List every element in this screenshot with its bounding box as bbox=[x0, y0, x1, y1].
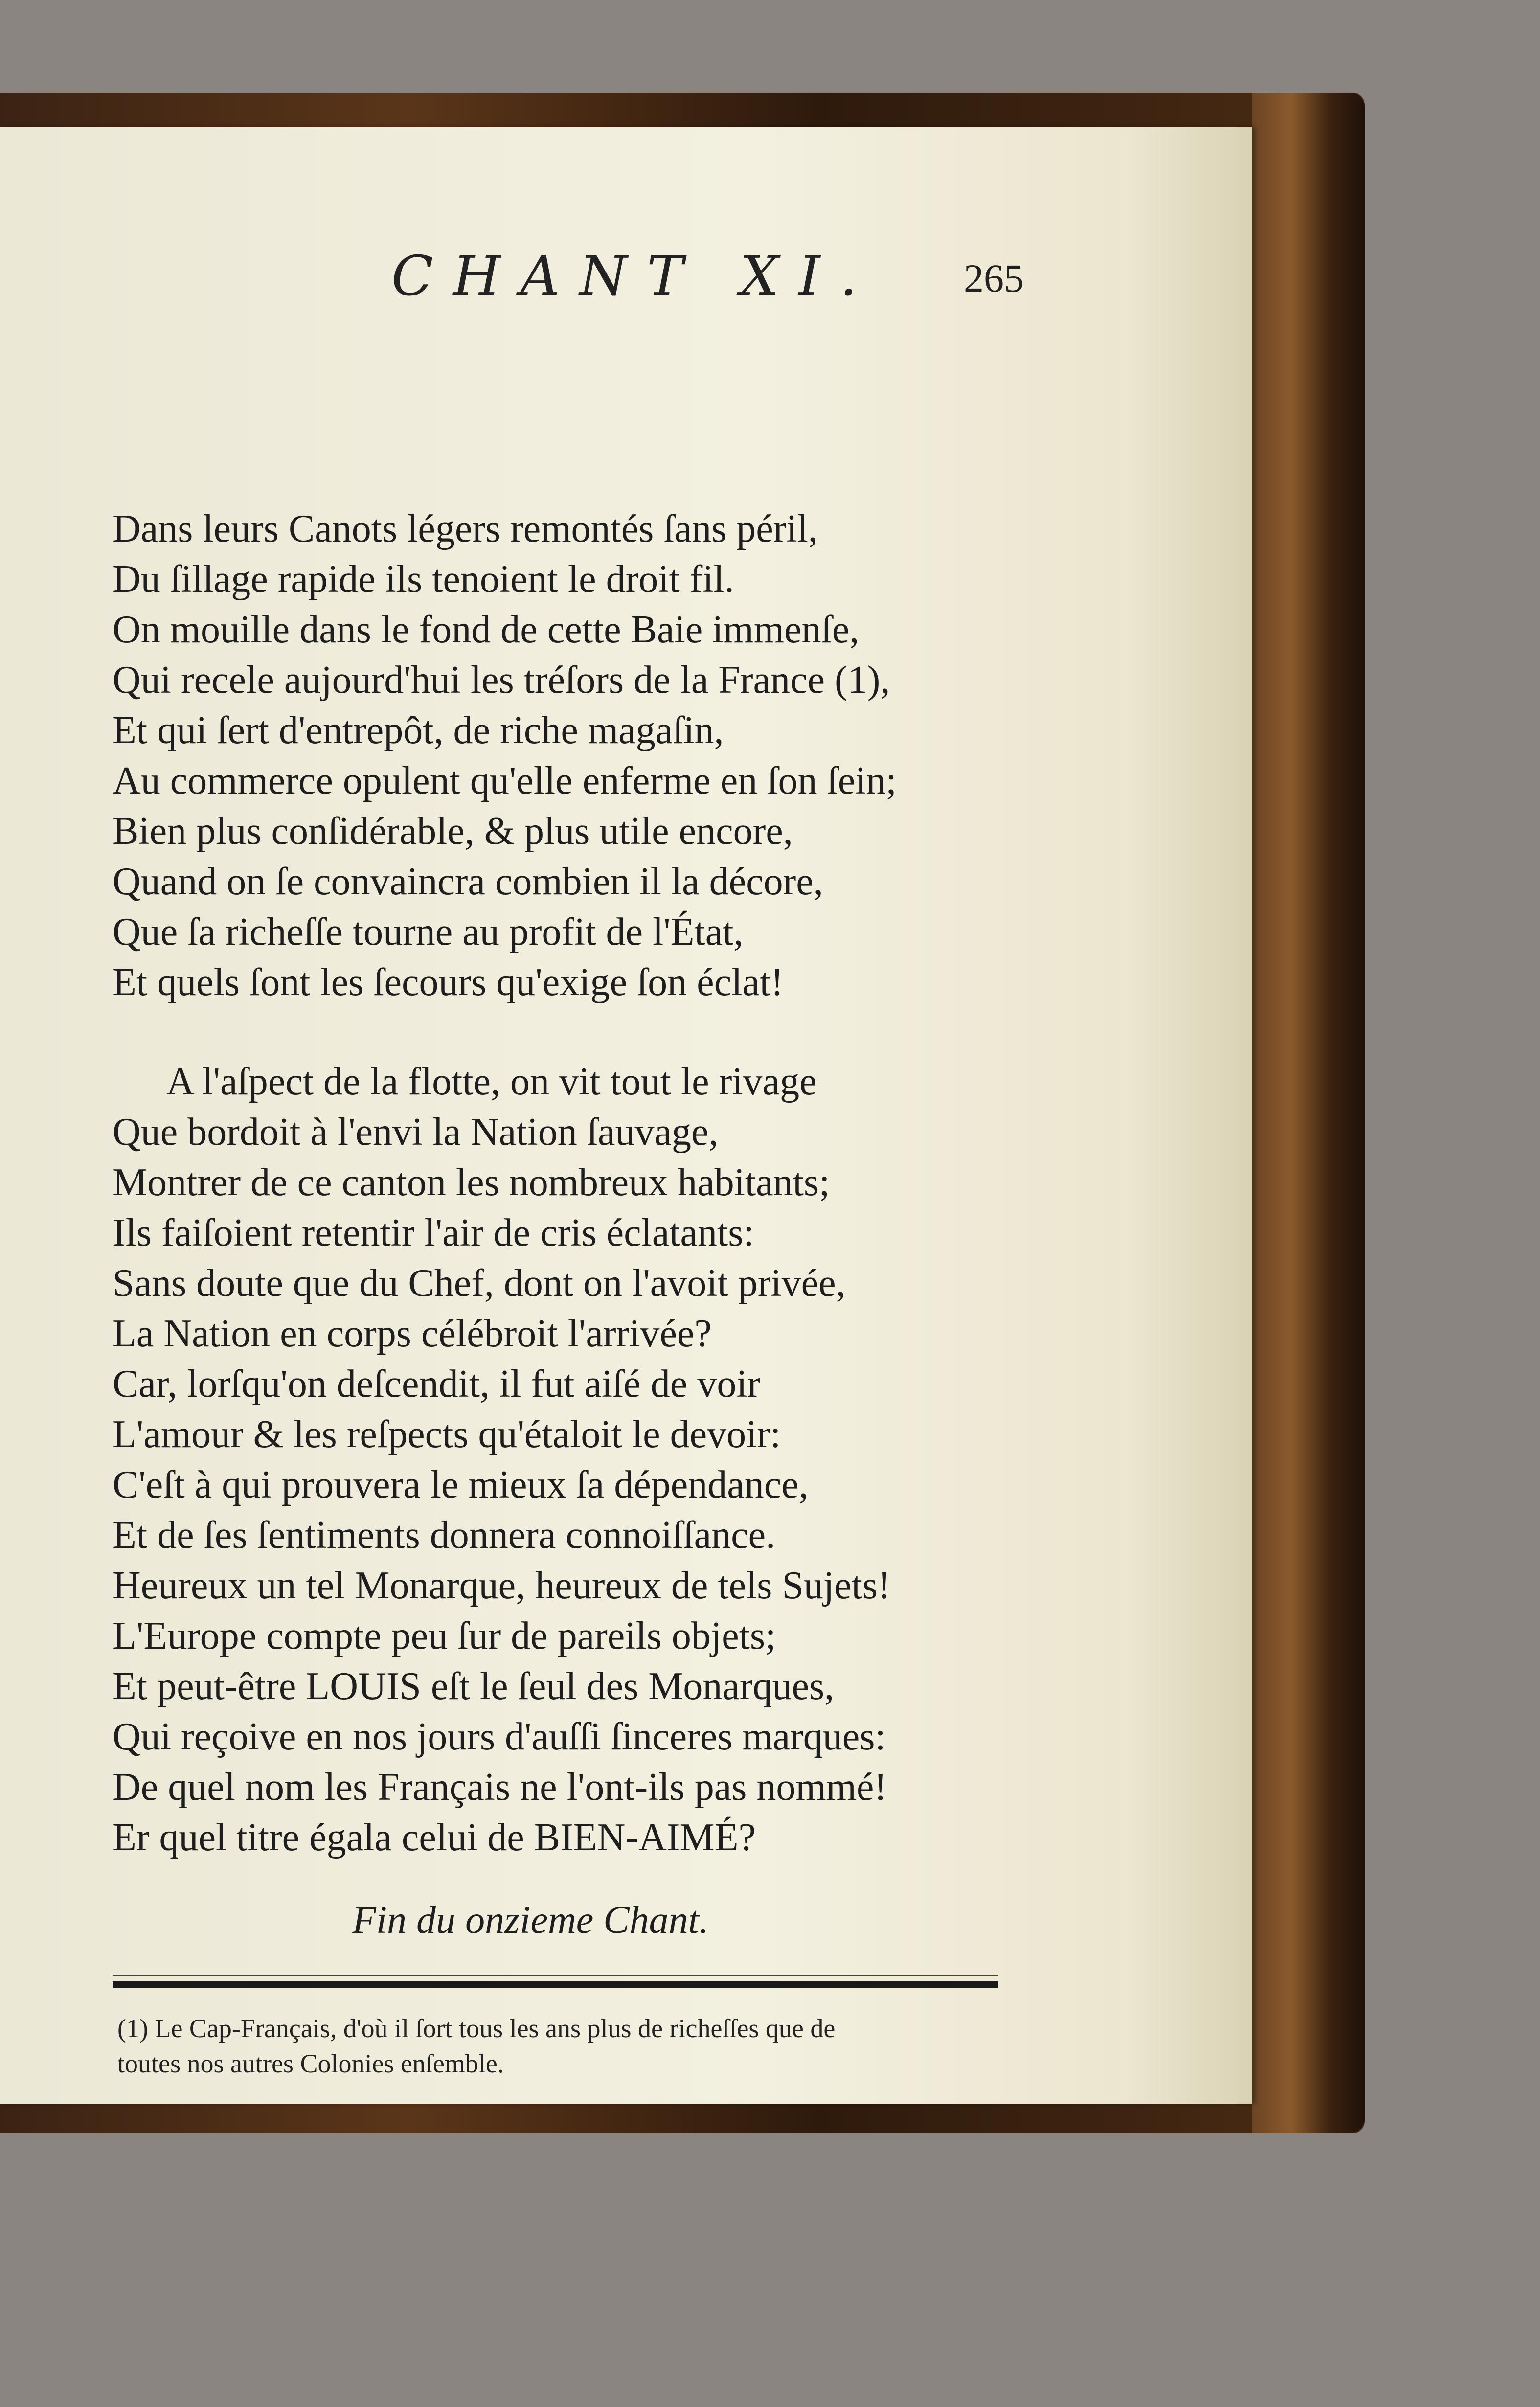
verse-line: De quel nom les Français ne l'ont-ils pas nommé! bbox=[113, 1766, 887, 1809]
stanza-2 bbox=[113, 1057, 1091, 1863]
verse-line: Qui reçoive en nos jours d'auſſi ſinceres marques: bbox=[113, 1715, 886, 1758]
verse-line: Bien plus conſidérable, & plus utile encore, bbox=[113, 810, 793, 853]
verse-line: Que bordoit à l'envi la Nation ſauvage, bbox=[113, 1111, 719, 1154]
verse-line: Dans leurs Canots légers remontés ſans péril, bbox=[113, 507, 818, 550]
verse-line: Et peut-être LOUIS eſt le ſeul des Monarques, bbox=[113, 1665, 835, 1708]
stanza-1 bbox=[113, 504, 1091, 1008]
verse-line: Et quels ſont les ſecours qu'exige ſon éclat! bbox=[113, 961, 784, 1004]
book-fore-edge bbox=[1252, 93, 1365, 2133]
verse-line: Montrer de ce canton les nombreux habitants; bbox=[113, 1161, 830, 1204]
verse-line: C'eſt à qui prouvera le mieux ſa dépendance, bbox=[113, 1463, 809, 1506]
verse-line: Du ſillage rapide ils tenoient le droit fil. bbox=[113, 558, 734, 601]
book-page bbox=[0, 127, 1252, 2104]
verse-line: Au commerce opulent qu'elle enferme en ſon ſein; bbox=[113, 759, 897, 802]
running-title: CHANT XI. bbox=[391, 245, 877, 308]
page-number: 265 bbox=[964, 256, 1024, 300]
footnote-line: toutes nos autres Colonies enſemble. bbox=[117, 2049, 504, 2078]
footnote bbox=[117, 2011, 1008, 2081]
footnote-rule-thin bbox=[113, 1975, 998, 1976]
verse-line: Que ſa richeſſe tourne au profit de l'État, bbox=[113, 910, 744, 954]
verse-line: A l'aſpect de la flotte, on vit tout le rivage bbox=[166, 1060, 817, 1103]
chapter-closing: Fin du onzieme Chant. bbox=[352, 1899, 709, 1942]
footnote-rule bbox=[113, 1981, 998, 1988]
verse-line: Et de ſes ſentiments donnera connoiſſance. bbox=[113, 1514, 776, 1557]
verse-line: Er quel titre égala celui de BIEN-AIMÉ? bbox=[113, 1816, 756, 1859]
verse-line: L'Europe compte peu ſur de pareils objets; bbox=[113, 1614, 776, 1658]
footnote-line: (1) Le Cap-Français, d'où il ſort tous les ans plus de richeſſes que de bbox=[117, 2014, 836, 2043]
verse-line: Qui recele aujourd'hui les tréſors de la France (1), bbox=[113, 659, 890, 702]
verse-line: On mouille dans le fond de cette Baie immenſe, bbox=[113, 608, 860, 651]
verse-line: Et qui ſert d'entrepôt, de riche magaſin, bbox=[113, 709, 724, 752]
verse-line: Heureux un tel Monarque, heureux de tels Sujets! bbox=[113, 1564, 891, 1607]
verse-line: L'amour & les reſpects qu'étaloit le devoir: bbox=[113, 1413, 781, 1456]
verse-line: Quand on ſe convaincra combien il la décore, bbox=[113, 860, 823, 903]
verse-line: Sans doute que du Chef, dont on l'avoit privée, bbox=[113, 1262, 846, 1305]
verse-line: Car, lorſqu'on deſcendit, il fut aiſé de voir bbox=[113, 1362, 761, 1406]
verse-line: La Nation en corps célébroit l'arrivée? bbox=[113, 1312, 712, 1355]
verse-line: Ils faiſoient retentir l'air de cris éclatants: bbox=[113, 1211, 754, 1254]
